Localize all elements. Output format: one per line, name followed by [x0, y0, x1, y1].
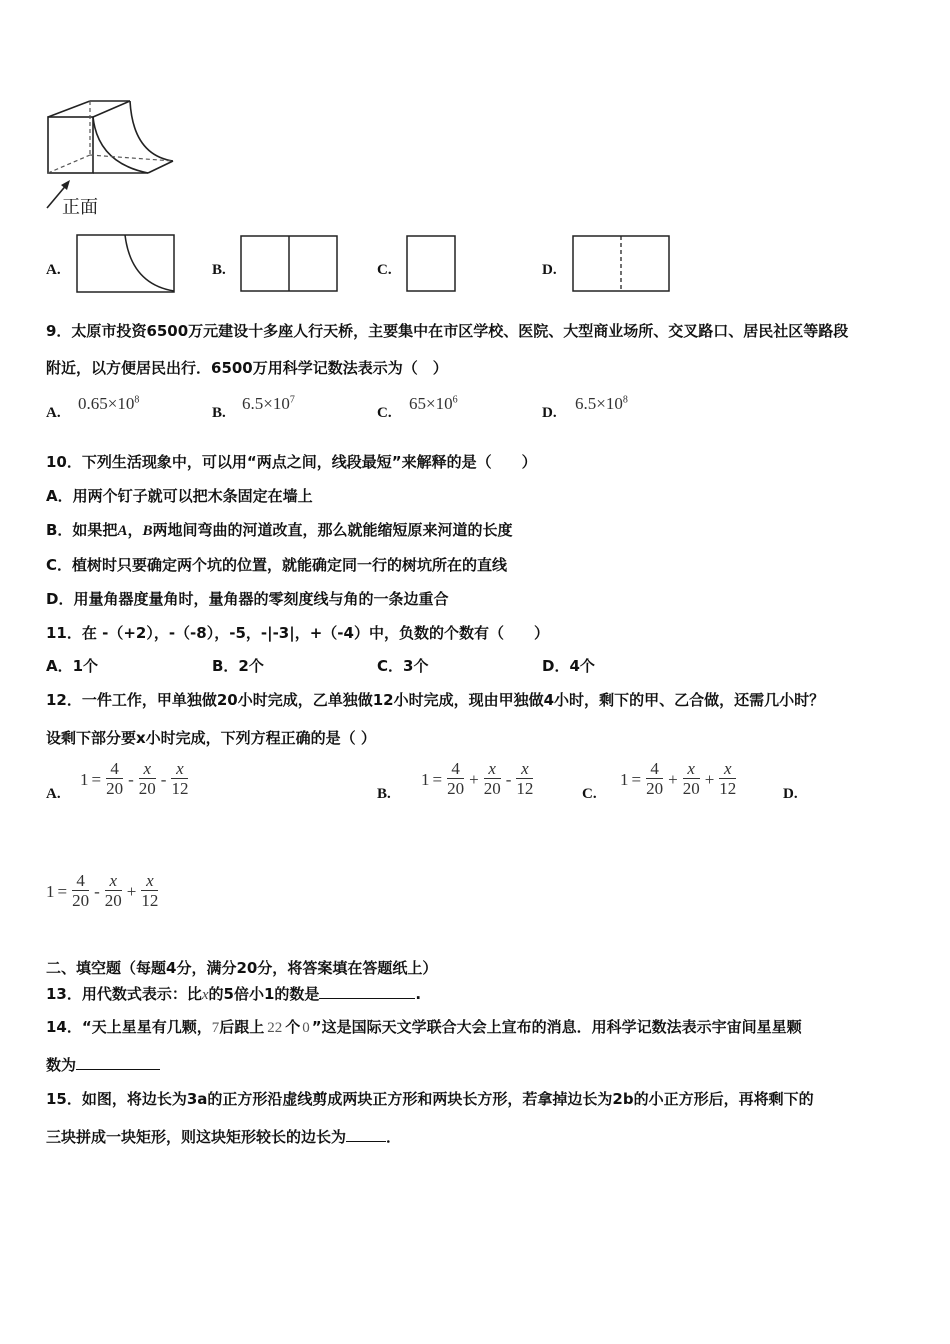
q12-stem-line1: 12．一件工作，甲单独做20小时完成，乙单独做12小时完成，现由甲独做4小时，剩下的甲、乙合做，还需几小时？ [46, 691, 825, 709]
q9-stem-line1: 9．太原市投资6500万元建设十多座人行天桥，主要集中在市区学校、医院、大型商业场所、交叉路口、居民社区等路段 [46, 322, 849, 340]
q10-option-d: D．用量角器度量角时，量角器的零刻度线与角的一条边重合 [46, 590, 449, 608]
q12-option-a-equation: 1 = $\frac{4}{20}$ - $\frac{x}{20}$ - $\frac{x}{12}$ [80, 759, 189, 798]
q14-line1: 14．“天上星星有几颗，7后跟上 22 个 0 ”这是国际天文学联合大会上宣布的消息．用科学记数法表示宇宙间星星颗 [46, 1018, 802, 1036]
q12-option-d-equation: 1 = $\frac{4}{20}$ - $\frac{x}{20}$ + $\frac{x}{12}$ [46, 871, 159, 910]
section-heading: 二、填空题（每题4分，满分20分，将答案填在答题纸上） [46, 959, 438, 977]
q8-option-d-figure [572, 235, 672, 293]
q9-option-c-label: C. [377, 405, 392, 421]
q8-option-a-figure [76, 234, 176, 294]
q11-option-d: D．4个 [542, 657, 595, 675]
q10-stem: 10．下列生活现象中，可以用“两点之间，线段最短”来解释的是（ ） [46, 453, 537, 471]
q8-option-d-label: D. [542, 262, 557, 278]
q12-option-a-label: A. [46, 786, 61, 802]
q11-stem: 11．在 -（+2），-（-8），-5，-|-3|，+（-4）中，负数的个数有（ ） [46, 624, 549, 642]
q11-option-c: C．3个 [377, 657, 429, 675]
q9-option-d-label: D. [542, 405, 557, 421]
q10-option-c: C．植树时只要确定两个坑的位置，就能确定同一行的树坑所在的直线 [46, 556, 508, 574]
q8-option-b-label: B. [212, 262, 226, 278]
q12-stem-line2: 设剩下部分要x小时完成，下列方程正确的是（ ） [46, 729, 376, 747]
figure-caption: 正面 [62, 197, 98, 218]
q8-option-b-figure [240, 235, 340, 293]
q13: 13．用代数式表示：比x的5倍小1的数是 . [46, 985, 422, 1003]
q13-answer-blank[interactable] [319, 998, 415, 999]
q12-option-b-label: B. [377, 786, 391, 802]
q10-option-b: B．如果把A，B两地间弯曲的河道改直，那么就能缩短原来河道的长度 [46, 521, 513, 539]
q11-option-b: B．2个 [212, 657, 264, 675]
solid-figure [38, 95, 188, 185]
q9-option-a-label: A. [46, 405, 61, 421]
q9-stem-line2: 附近，以方便居民出行．6500万用科学记数法表示为（ ） [46, 359, 448, 377]
q9-option-a-value: $0.65\times 10^8$ [78, 394, 140, 413]
q15-line2: 三块拼成一块矩形，则这块矩形较长的边长为 ． [46, 1128, 402, 1146]
q15-line1: 15．如图，将边长为3a的正方形沿虚线剪成两块正方形和两块长方形，若拿掉边长为2b的小正方形后，再将剩下的 [46, 1090, 814, 1108]
q9-option-b-label: B. [212, 405, 226, 421]
q12-option-c-label: C. [582, 786, 597, 802]
q10-option-a: A．用两个钉子就可以把木条固定在墙上 [46, 487, 313, 505]
q8-option-a-label: A. [46, 262, 61, 278]
q8-option-c-figure [406, 235, 458, 293]
q15-answer-blank[interactable] [346, 1141, 386, 1142]
q14-answer-blank[interactable] [76, 1069, 160, 1070]
q9-option-d-value: $6.5\times 10^8$ [575, 394, 628, 413]
q11-option-a: A．1个 [46, 657, 99, 675]
q9-option-c-value: $65\times 10^6$ [409, 394, 458, 413]
q12-option-d-label: D. [783, 786, 798, 802]
q9-option-b-value: $6.5\times 10^7$ [242, 394, 295, 413]
q12-option-c-equation: 1 = $\frac{4}{20}$ + $\frac{x}{20}$ + $\frac{x}{12}$ [620, 759, 737, 798]
q12-option-b-equation: 1 = $\frac{4}{20}$ + $\frac{x}{20}$ - $\frac{x}{12}$ [421, 759, 534, 798]
q8-option-c-label: C. [377, 262, 392, 278]
q14-line2: 数为 [46, 1054, 160, 1075]
